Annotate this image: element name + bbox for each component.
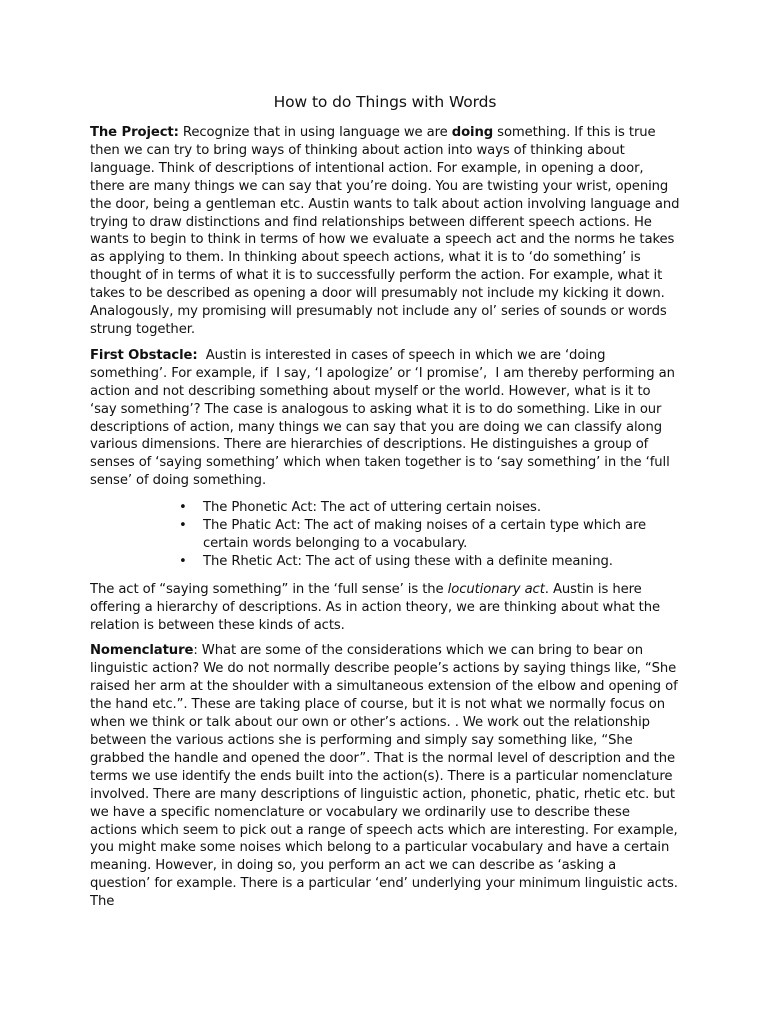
term-locutionary-act: locutionary act bbox=[447, 581, 545, 597]
text-nomenclature: : What are some of the considerations which we can bring to bear on linguistic action? We do not normally describe people’s actions by saying things like, “She raised her arm at the shoulder with a simultaneous extension of the elbow and opening of the hand etc.”. These are taking place of course, but it is not what we normally focus on when we think or talk about our own or other’s actions. . We work out the relationship between the various actions she is performing and simply say something like, “She grabbed the handle and opened the door”. That is the normal level of description and the terms we use identify the ends built into the action(s). There is a particular nomenclature involved. There are many descriptions of linguistic action, phonetic, phatic, rhetic etc. but we have a specific nomenclature or vocabulary we ordinarily use to describe these actions which seem to pick out a range of speech acts which are interesting. For example, you might make some noises which belong to a particular vocabulary and have a certain meaning. However, in doing so, you perform an act we can describe as ‘asking a question’ for example. There is a particular ‘end’ underlying your minimum linguistic acts. The bbox=[90, 643, 678, 910]
paragraph-first-obstacle bbox=[90, 347, 680, 490]
text-first-obstacle: Austin is interested in cases of speech in which we are ‘doing something’. For example, if I say, ‘I apologize’ or ‘I promise’, I am thereby performing an action and not describing something about myself or the world. However, what is it to ‘say something’? The case is analogous to asking what it is to do something. Like in our descriptions of action, many things we can say that you are doing we can classify along various dimensions. There are hierarchies of descriptions. He distinguishes a group of senses of ‘saying something’ which when taken together is to ‘say something’ in the ‘full sense’ of doing something. bbox=[90, 347, 679, 489]
paragraph-the-project bbox=[90, 124, 680, 339]
document-page bbox=[90, 92, 680, 919]
document-title: How to do Things with Words bbox=[273, 93, 497, 111]
paragraph-nomenclature bbox=[90, 642, 680, 911]
list-item-phatic-act: • The Phatic Act: The act of making noises of a certain type which are certain words belonging to a vocabulary. bbox=[203, 517, 680, 553]
list-item-phonetic-act: • The Phonetic Act: The act of uttering certain noises. bbox=[203, 499, 680, 517]
heading-the-project: The Project: bbox=[90, 125, 179, 140]
heading-nomenclature: Nomenclature bbox=[90, 643, 194, 659]
acts-list bbox=[90, 499, 680, 571]
text-locutionary-post: . Austin is here offering a hierarchy of descriptions. As in action theory, we are thinking about what the relation is between these kinds of acts. bbox=[90, 581, 660, 633]
paragraph-locutionary bbox=[90, 581, 680, 635]
heading-first-obstacle: First Obstacle: bbox=[90, 347, 198, 363]
list-item-rhetic-act: • The Rhetic Act: The act of using these with a definite meaning. bbox=[203, 553, 680, 571]
text-project-post: something. If this is true then we can try to bring ways of thinking about action into ways of thinking about language. Think of descriptions of intentional action. For example, in opening a door, there are many things we can say that you’re doing. You are twisting your wrist, opening the door, being a gentleman etc. Austin wants to talk about action involving language and trying to draw distinctions and find relationships between different speech actions. He wants to begin to think in terms of how we evaluate a speech act and the norms he takes as applying to them. In thinking about speech actions, what it is to ‘do something’ is thought of in terms of what it is to successfully perform the action. For example, what it takes to be described as opening a door will presumably not include my kicking it down. Analogously, my promising will presumably not include any ol’ series of sounds or words strung together. bbox=[90, 125, 680, 337]
text-project-pre: Recognize that in using language we are bbox=[178, 125, 452, 140]
emphasis-doing: doing bbox=[451, 125, 494, 140]
text-locutionary-pre: The act of “saying something” in the ‘full sense’ is the bbox=[90, 581, 448, 597]
